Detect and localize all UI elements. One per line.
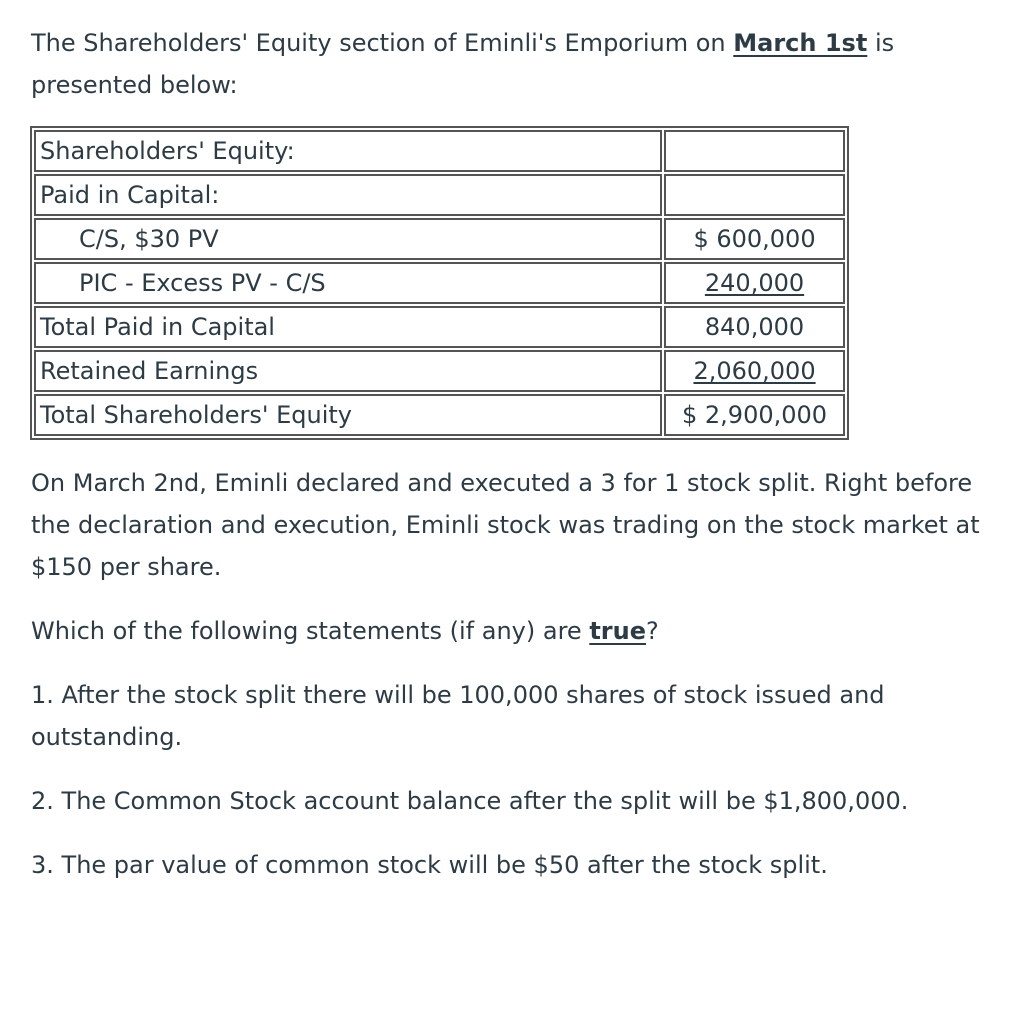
intro-date: March 1st	[733, 29, 868, 57]
row-amount	[664, 174, 845, 216]
statement-item: 2. The Common Stock account balance after the split will be $1,800,000.	[31, 787, 909, 815]
row-label: Paid in Capital:	[34, 174, 662, 216]
row-label: Shareholders' Equity:	[34, 130, 662, 172]
row-label: Total Shareholders' Equity	[34, 394, 662, 436]
intro-before: The Shareholders' Equity section of Eminli's Emporium on	[31, 29, 734, 57]
row-label: PIC - Excess PV - C/S	[34, 262, 662, 304]
row-amount	[664, 130, 845, 172]
table-row	[34, 350, 845, 392]
table-row	[34, 218, 845, 260]
row-amount	[664, 262, 845, 304]
row-label: Total Paid in Capital	[34, 306, 662, 348]
table-row	[34, 306, 845, 348]
split-paragraph: On March 2nd, Eminli declared and executed a 3 for 1 stock split. Right before the declaration and execution, Eminli stock was trading on the stock market at $150 per share.	[31, 469, 980, 581]
question-after: ?	[645, 617, 659, 645]
intro-text	[31, 22, 991, 106]
row-amount	[664, 350, 845, 392]
question-content	[31, 22, 991, 886]
row-amount: $ 600,000	[664, 218, 845, 260]
row-amount: $ 2,900,000	[664, 394, 845, 436]
table-row	[34, 262, 845, 304]
table-row	[34, 130, 845, 172]
statement-item: 3. The par value of common stock will be $50 after the stock split.	[31, 851, 828, 879]
row-label: Retained Earnings	[34, 350, 662, 392]
row-amount: 840,000	[664, 306, 845, 348]
table-row	[34, 394, 845, 436]
row-label: C/S, $30 PV	[34, 218, 662, 260]
statement-item: 1. After the stock split there will be 100,000 shares of stock issued and outstanding.	[31, 681, 885, 751]
question-before: Which of the following statements (if any) are	[31, 617, 590, 645]
intro-after: is presented below:	[31, 29, 895, 99]
question-text	[31, 610, 991, 652]
row-amount-value: 240,000	[704, 269, 805, 297]
row-amount-value: 2,060,000	[693, 357, 816, 385]
shareholders-equity-table	[30, 126, 849, 440]
table-row	[34, 174, 845, 216]
question-emphasis: true	[589, 617, 646, 645]
